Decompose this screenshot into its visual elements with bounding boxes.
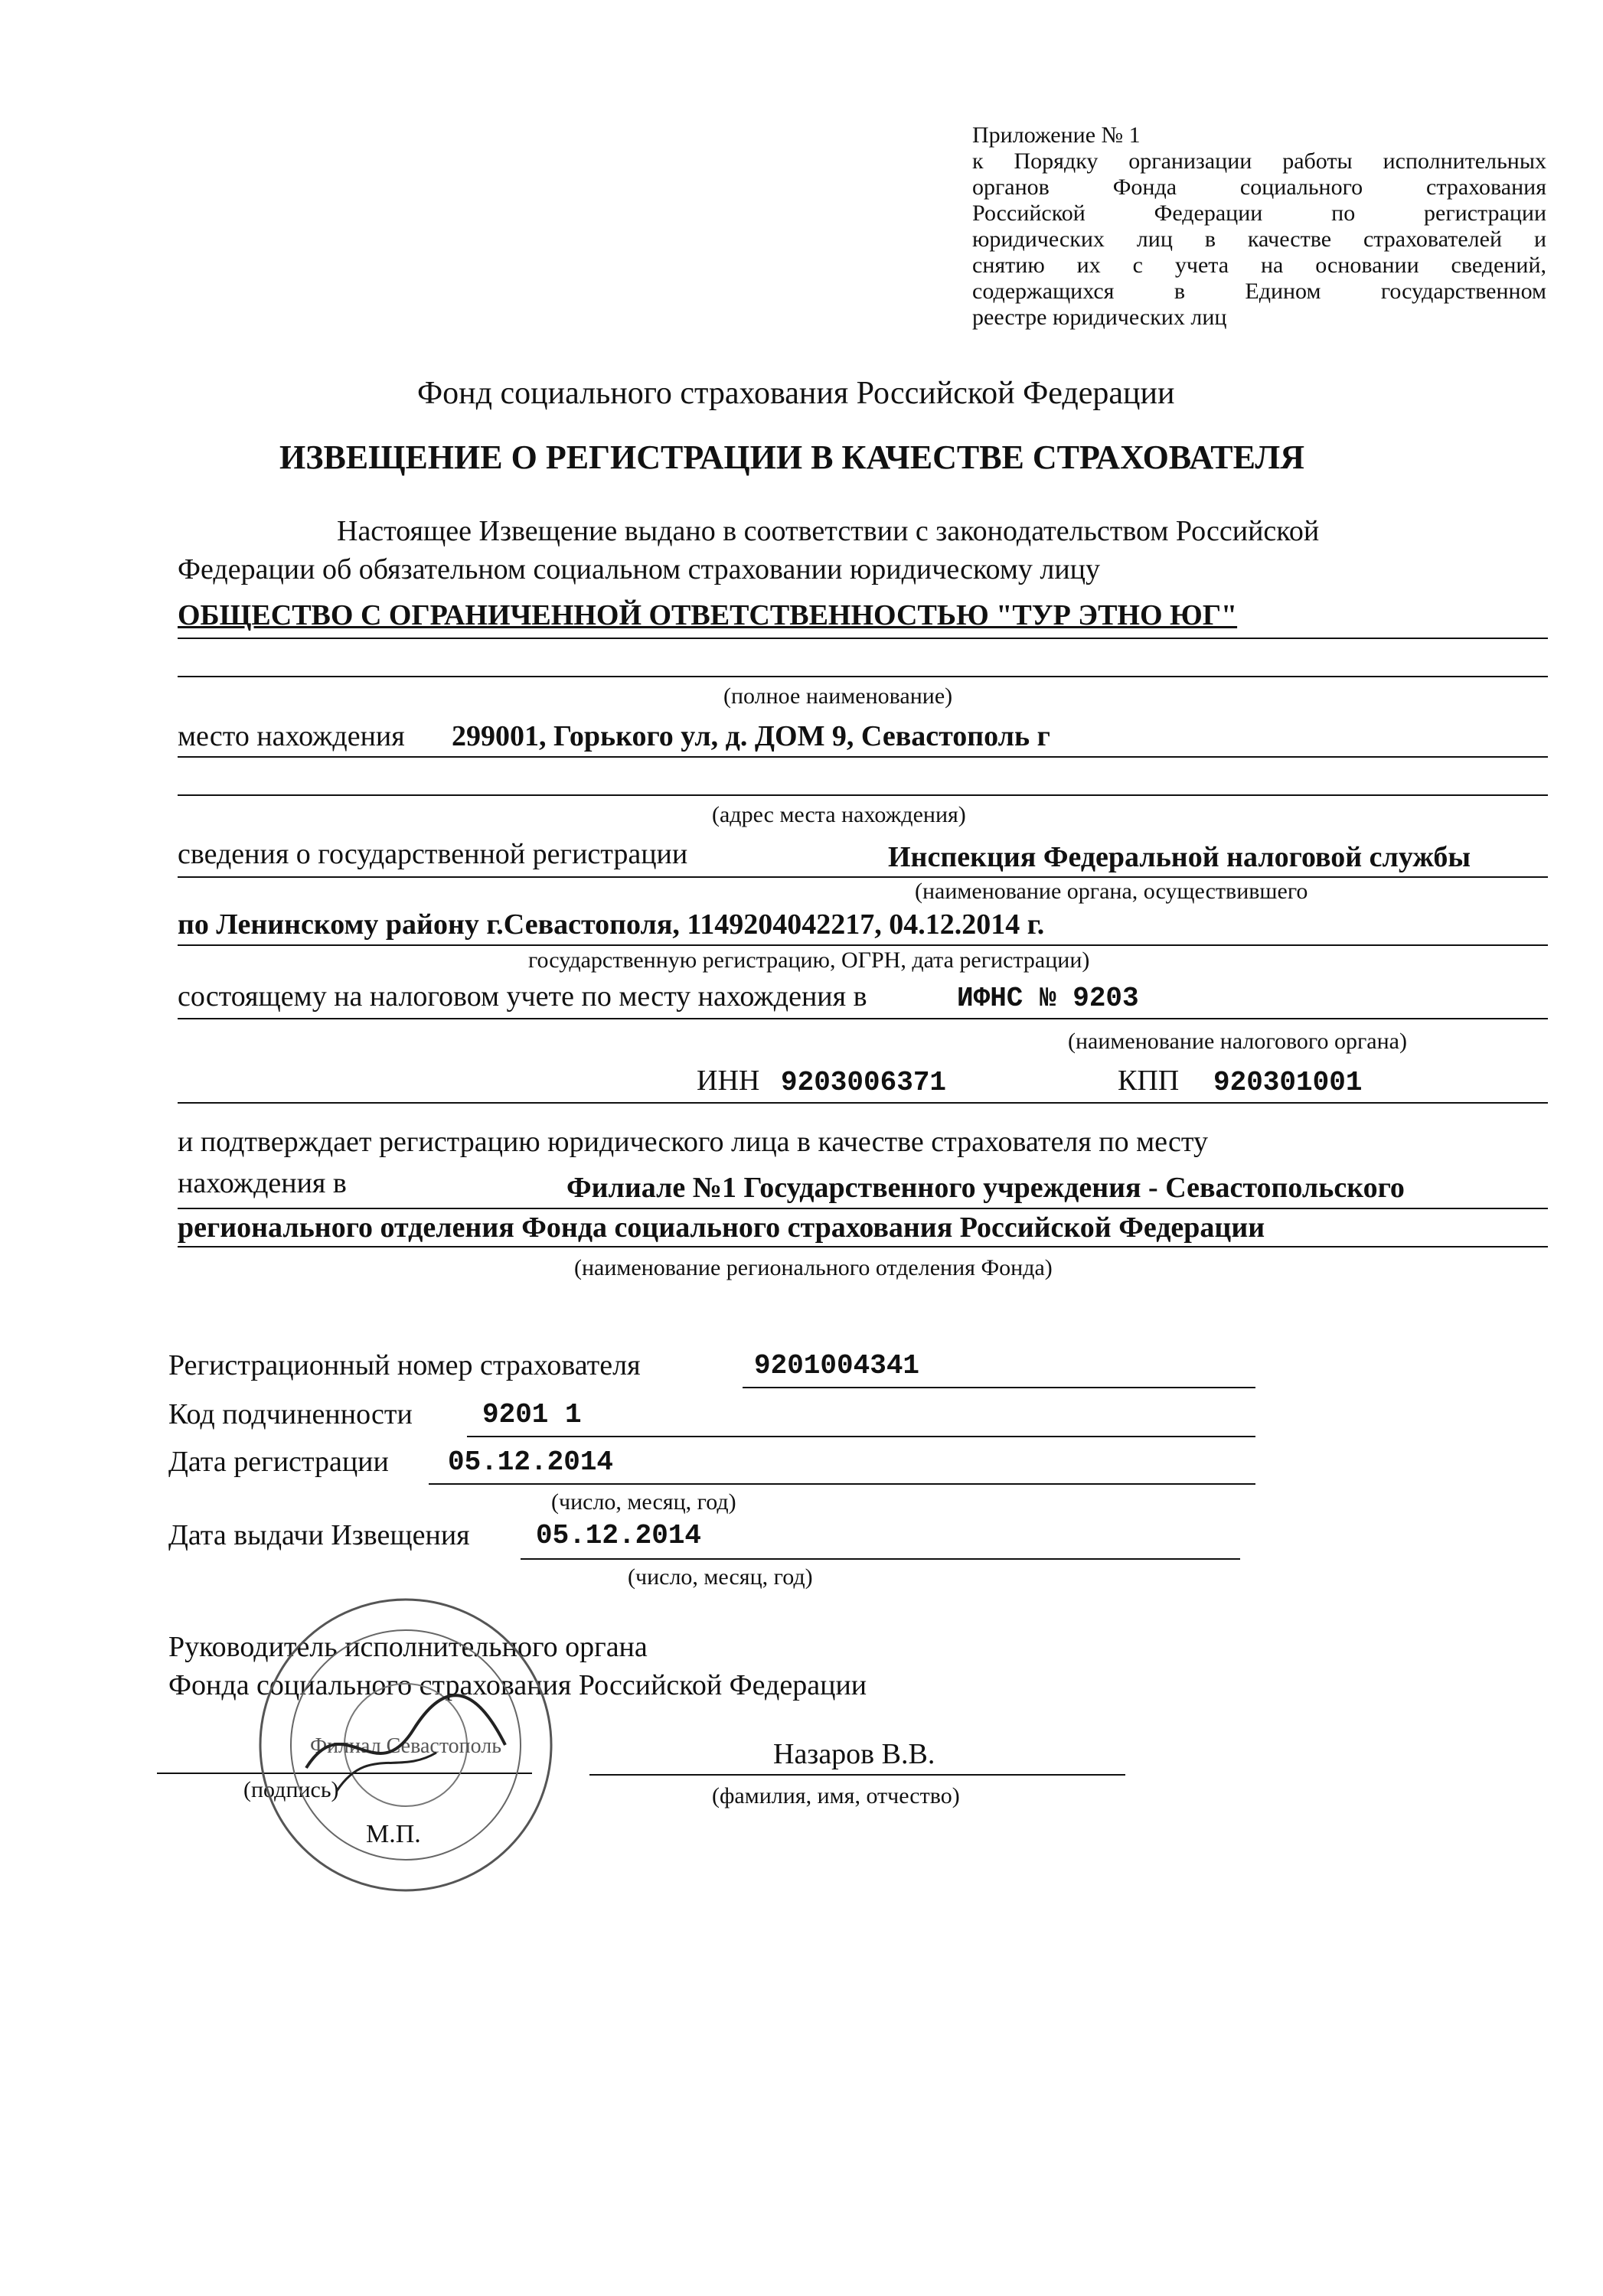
appendix-number: Приложение № 1	[972, 122, 1141, 148]
address-rule-2	[178, 794, 1548, 796]
registration-details: по Ленинскому району г.Севастополя, 1149204042217, 04.12.2014 г.	[178, 908, 1045, 941]
appendix-line: Российской Федерации по регистрации	[972, 201, 1546, 226]
branch-caption: (наименование регионального отделения Фонда)	[574, 1255, 1053, 1280]
intro-line-1: Настоящее Извещение выдано в соответствии с законодательством Российской	[337, 515, 1320, 547]
entity-name-rule-2	[178, 676, 1548, 677]
official-stamp-icon	[253, 1592, 559, 1898]
head-title-line-2: Фонда социального страхования Российской Федерации	[168, 1669, 867, 1701]
tax-office-label: состоящему на налоговом учете по месту нахождения в	[178, 980, 867, 1013]
issue-date-label: Дата выдачи Извещения	[168, 1519, 470, 1551]
reg-number-rule	[743, 1387, 1255, 1388]
address-label: место нахождения	[178, 720, 405, 752]
inn-value: 9203006371	[781, 1067, 947, 1098]
registration-label: сведения о государственной регистрации	[178, 838, 688, 870]
branch-rule-1	[178, 1208, 1548, 1209]
tax-office-rule	[178, 1018, 1548, 1019]
issue-date-caption: (число, месяц, год)	[628, 1564, 813, 1590]
confirm-line: и подтверждает регистрацию юридического лица в качестве страхователя по месту	[178, 1126, 1208, 1158]
head-title-line-1: Руководитель исполнительного органа	[168, 1631, 648, 1663]
address-caption: (адрес места нахождения)	[712, 802, 966, 827]
tax-office-caption: (наименование налогового органа)	[1068, 1029, 1407, 1054]
appendix-line: снятию их с учета на основании сведений,	[972, 253, 1546, 278]
tax-office-value: ИФНС № 9203	[957, 983, 1139, 1014]
fund-name-heading: Фонд социального страхования Российской Федерации	[417, 376, 1175, 411]
seal-label: М.П.	[366, 1820, 421, 1848]
address-rule	[178, 756, 1548, 758]
registration-authority: Инспекция Федеральной налоговой службы	[888, 841, 1471, 873]
kpp-value: 920301001	[1213, 1067, 1363, 1098]
signature-caption: (подпись)	[243, 1777, 339, 1802]
appendix-line: юридических лиц в качестве страхователей и	[972, 227, 1546, 252]
appendix-line: реестре юридических лиц	[972, 305, 1227, 330]
signer-name-caption: (фамилия, имя, отчество)	[712, 1783, 960, 1808]
branch-rule-2	[178, 1246, 1548, 1247]
document-title: ИЗВЕЩЕНИЕ О РЕГИСТРАЦИИ В КАЧЕСТВЕ СТРАХОВАТЕЛЯ	[279, 439, 1304, 476]
sub-code-label: Код подчиненности	[168, 1398, 413, 1430]
inn-label: ИНН	[697, 1065, 760, 1097]
appendix-line: к Порядку организации работы исполнительных	[972, 148, 1546, 174]
entity-name: ОБЩЕСТВО С ОГРАНИЧЕННОЙ ОТВЕТСТВЕННОСТЬЮ "ТУР ЭТНО ЮГ"	[178, 599, 1238, 631]
reg-date-label: Дата регистрации	[168, 1446, 389, 1478]
entity-name-caption: (полное наименование)	[723, 683, 953, 709]
registration-rule	[178, 876, 1548, 878]
registration-caption-2: государственную регистрацию, ОГРН, дата регистрации)	[528, 947, 1090, 973]
signer-rule	[589, 1774, 1125, 1776]
sub-code-value: 9201 1	[482, 1399, 582, 1430]
registration-details-rule	[178, 944, 1548, 946]
appendix-line: содержащихся в Едином государственном	[972, 279, 1546, 304]
branch-at-label: нахождения в	[178, 1167, 347, 1199]
branch-line-1: Филиале №1 Государственного учреждения - Севастопольского	[566, 1172, 1405, 1204]
issue-date-rule	[521, 1558, 1240, 1560]
registration-caption-1: (наименование органа, осуществившего	[915, 879, 1308, 904]
reg-date-caption: (число, месяц, год)	[551, 1489, 736, 1515]
appendix-block	[972, 122, 1546, 331]
intro-line-2: Федерации об обязательном социальном страховании юридическому лицу	[178, 553, 1101, 585]
branch-line-2: регионального отделения Фонда социального страхования Российской Федерации	[178, 1212, 1265, 1244]
reg-date-value: 05.12.2014	[448, 1446, 614, 1478]
reg-number-value: 9201004341	[754, 1350, 920, 1381]
reg-number-label: Регистрационный номер страхователя	[168, 1349, 641, 1381]
reg-date-rule	[429, 1483, 1255, 1485]
inn-kpp-rule	[178, 1102, 1548, 1104]
address-value: 299001, Горького ул, д. ДОМ 9, Севастополь г	[452, 720, 1050, 752]
appendix-line: органов Фонда социального страхования	[972, 174, 1546, 200]
issue-date-value: 05.12.2014	[536, 1520, 702, 1551]
sub-code-rule	[467, 1436, 1255, 1437]
stamp-text: Филиал Севастополь	[309, 1734, 502, 1758]
signer-name: Назаров В.В.	[773, 1738, 935, 1770]
kpp-label: КПП	[1118, 1065, 1180, 1097]
entity-name-rule	[178, 638, 1548, 639]
